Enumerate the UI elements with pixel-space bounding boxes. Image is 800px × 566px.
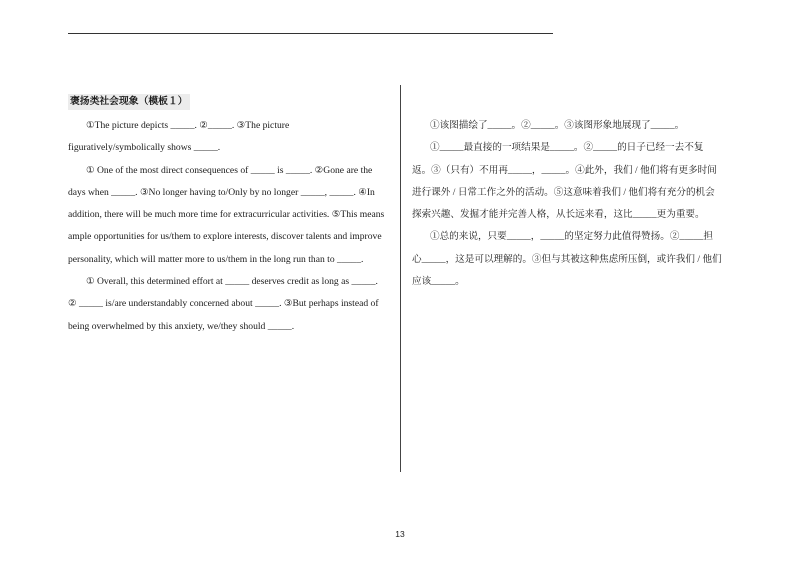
header-rule [68,33,553,34]
chinese-paragraph-3: ①总的来说，只要_____，_____的坚定努力此值得赞扬。②_____担心_____，这是可以理解的。③但与其被这种焦虑所压倒，或许我们 / 他们应该_____。 [412,231,722,288]
english-paragraph-3: ① Overall, this determined effort at _____ deserves credit as long as _____. ② _____ is/are understandably concerned about _____. ③But perhaps instead of being overwhelmed by this anxiety, we/they should _____. [68,276,379,332]
column-divider [400,85,401,472]
english-paragraph-2: ① One of the most direct consequences of _____ is _____. ②Gone are the days when _____. ③No longer having to/Only by no longer _____, _____. ④In addition, there will be much more time for extracurricular activities. ⑤This means ample opportunities for us/them to explore interests, discover talents and improve personality, which will matter more to us/them in the long run than to _____. [68,164,385,265]
english-template-column [68,115,386,338]
chinese-paragraph-2: ①_____最直接的一项结果是_____。②_____的日子已经一去不复返。③（只有）不用再_____，_____。④此外，我们 / 他们将有更多时间进行课外 / 日常工作之外的活动。⑤这意味着我们 / 他们将有充分的机会探索兴趣、发掘才能并完善人格，从长远来看，这比_____更为重要。 [412,142,717,221]
page-number: 13 [395,529,405,539]
chinese-template-column [412,115,722,293]
section-title: 褒扬类社会现象（模板１） [68,94,190,110]
english-paragraph-1: ①The picture depicts _____. ②_____. ③The picture figuratively/symbolically shows _____. [68,120,290,154]
chinese-paragraph-1: ①该图描绘了_____。②_____。③该图形象地展现了_____。 [430,120,685,131]
